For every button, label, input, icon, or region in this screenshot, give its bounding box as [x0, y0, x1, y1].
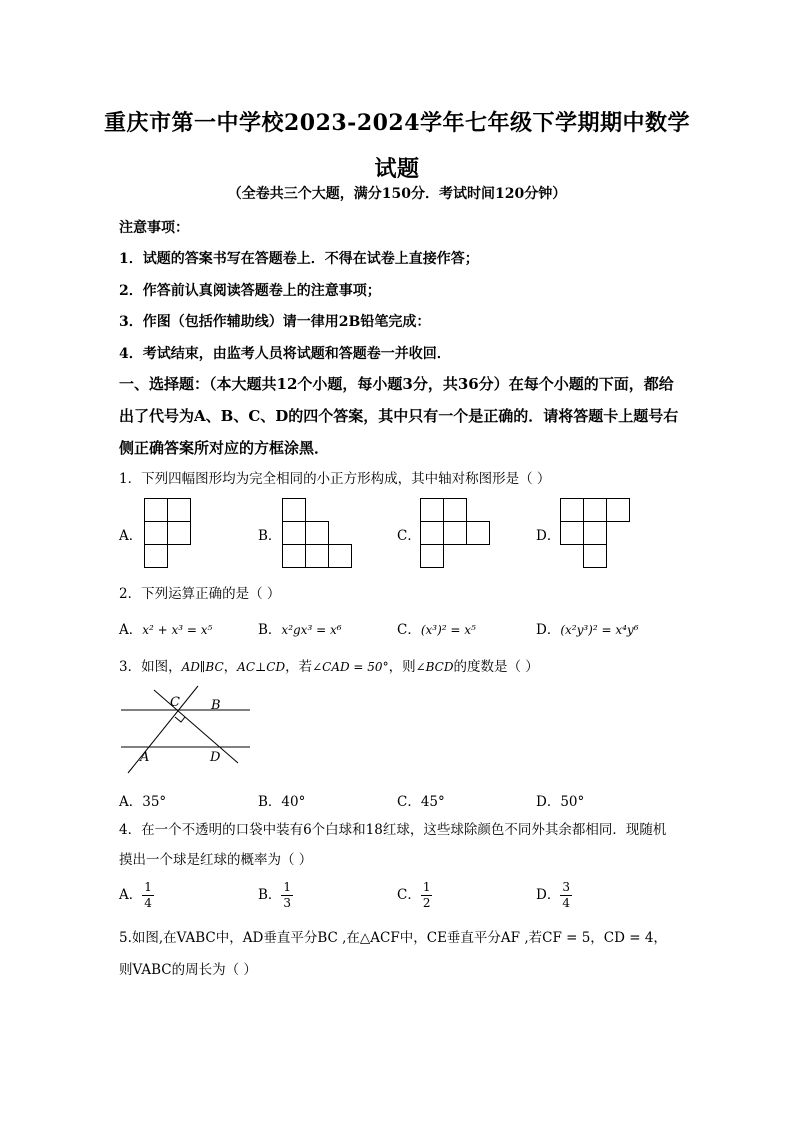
option-label: D． — [536, 794, 561, 810]
option-label: A． — [119, 622, 143, 638]
q3-stem-pre: 3．如图， — [119, 659, 182, 675]
right-angle-mark — [175, 717, 185, 722]
option-label: B． — [258, 887, 282, 903]
q1-figure-a — [144, 498, 194, 568]
denominator: 4 — [144, 896, 152, 910]
q3-stem-post: 的度数是（ ） — [453, 659, 539, 675]
option-label: C． — [397, 887, 421, 903]
fraction — [281, 880, 293, 911]
line-through-c-a — [128, 686, 198, 773]
denominator: 2 — [422, 896, 431, 910]
q3-separator: ，则 — [388, 659, 416, 675]
q2-option-c — [397, 618, 476, 638]
option-label: B． — [258, 622, 282, 638]
q3-condition: ∠CAD = 50° — [312, 660, 389, 674]
q3-option-d — [536, 790, 584, 810]
option-label: C． — [397, 622, 421, 638]
q4-option-b — [258, 880, 293, 911]
question-5-stem: 5.如图,在VABC中，AD垂直平分BC ,在△ACF中，CE垂直平分AF ,若CF = 5，CD = 4， — [119, 930, 667, 946]
option-expression: (x²y³)² = x⁴y⁶ — [560, 623, 639, 637]
option-expression: x²gx³ = x⁶ — [281, 623, 342, 637]
q3-condition: ∠BCD — [415, 660, 454, 674]
q3-option-c — [397, 790, 445, 810]
option-expression: x² + x³ = x⁵ — [142, 623, 213, 637]
option-label: C． — [397, 794, 421, 810]
notice-item: 2．作答前认真阅读答题卷上的注意事项； — [119, 283, 381, 299]
section-1-instructions: 一、选择题：（本大题共12个小题，每小题3分，共36分）在每个小题的下面，都给出了代号为A、B、C、D的四个答案，其中只有一个是正确的．请将答题卡上题号右侧正确答案所对应的方框涂黑． — [119, 375, 679, 457]
option-label: B． — [258, 794, 282, 810]
q4-option-c — [397, 880, 432, 911]
q3-condition: AD∥BC — [181, 660, 224, 674]
option-value: 45° — [420, 794, 445, 810]
notice-item: 3．作图（包括作辅助线）请一律用2B铅笔完成： — [119, 314, 431, 330]
q3-geometry-figure — [118, 686, 258, 776]
question-2-stem: 2．下列运算正确的是（ ） — [119, 586, 281, 602]
option-label: D． — [536, 887, 561, 903]
denominator: 3 — [283, 896, 292, 910]
fraction — [142, 880, 154, 911]
q3-separator: ， — [223, 659, 238, 675]
q4-option-a — [119, 880, 154, 911]
q1-figure-c — [420, 498, 492, 568]
numerator: 1 — [144, 880, 152, 894]
q1-figure-d — [560, 498, 632, 568]
question-5-stem-continued: 则VABC的周长为（ ） — [119, 962, 257, 978]
q3-separator: ，若 — [285, 659, 313, 675]
fraction — [560, 880, 572, 911]
page-title: 重庆市第一中学校2023-2024学年七年级下学期期中数学试题 — [103, 110, 691, 182]
question-4-stem: 4．在一个不透明的口袋中装有6个白球和18红球，这些球除颜色不同外其余都相同．现随机摸出一个球是红球的概率为（ ） — [119, 822, 667, 868]
q2-option-a — [119, 618, 212, 638]
option-label: A． — [119, 794, 143, 810]
line-through-c-d — [154, 690, 238, 763]
q1-figure-b — [282, 498, 354, 568]
label-d: D — [210, 750, 221, 765]
label-b: B — [211, 698, 221, 713]
numerator: 1 — [422, 880, 431, 894]
q3-condition: AC⊥CD — [237, 660, 286, 674]
option-label: D． — [536, 622, 561, 638]
notice-item: 1．试题的答案书写在答题卷上．不得在试卷上直接作答； — [119, 251, 479, 267]
q4-option-d — [536, 880, 572, 911]
option-value: 40° — [281, 794, 306, 810]
option-expression: (x³)² = x⁵ — [420, 623, 476, 637]
numerator: 1 — [283, 880, 292, 894]
option-value: 35° — [142, 794, 167, 810]
notice-heading: 注意事项： — [119, 220, 189, 236]
label-c: C — [170, 695, 180, 710]
q2-option-b — [258, 618, 342, 638]
q3-option-b — [258, 790, 305, 810]
q3-option-a — [119, 790, 166, 810]
fraction — [421, 880, 433, 911]
denominator: 4 — [562, 896, 570, 910]
q2-option-d — [536, 618, 639, 638]
question-1-stem: 1．下列四幅图形均为完全相同的小正方形构成，其中轴对称图形是（ ） — [119, 471, 551, 487]
exam-subtitle: （全卷共三个大题，满分150分．考试时间120分钟） — [227, 186, 567, 202]
q1-option-a-label: A． — [119, 528, 143, 544]
notice-item: 4．考试结束，由监考人员将试题和答题卷一并收回． — [119, 346, 451, 362]
q1-option-b-label: B． — [258, 528, 282, 544]
q1-option-d-label: D． — [536, 528, 561, 544]
label-a: A — [140, 750, 150, 765]
q1-option-c-label: C． — [397, 528, 421, 544]
numerator: 3 — [562, 880, 570, 894]
question-3-stem — [119, 655, 539, 675]
option-label: A． — [119, 887, 143, 903]
option-value: 50° — [560, 794, 585, 810]
